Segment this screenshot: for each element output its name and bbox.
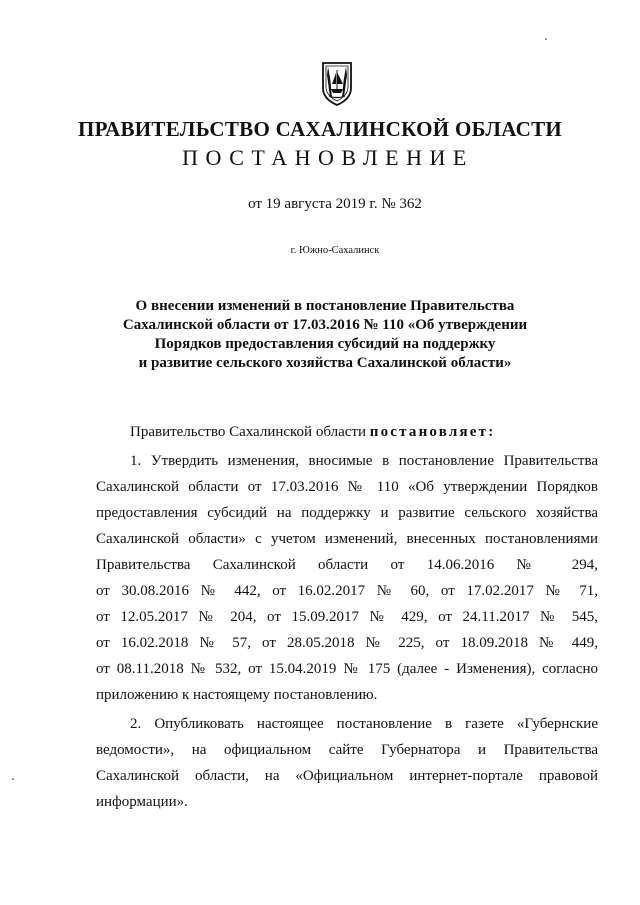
body-line: информации». [96,794,188,810]
body-line: от 12.05.2017 № 204, от 15.09.2017 № 429, от 24.11.2017 № 545, [96,609,598,625]
body-line: Сахалинской области от 17.03.2016 № 110 «Об утверждении Порядков [96,479,598,495]
body-line: Сахалинской области» с учетом изменений, внесенных постановлениями [96,531,598,547]
document-date-number: от 19 августа 2019 г. № 362 [248,196,422,212]
body-line: от 30.08.2016 № 442, от 16.02.2017 № 60, от 17.02.2017 № 71, [96,583,598,599]
subject-line: Порядков предоставления субсидий на поддержку [154,336,496,352]
scan-speck [545,38,547,40]
body-line: 1. Утвердить изменения, вносимые в постановление Правительства [130,453,598,469]
body-line: Сахалинской области, на «Официальном интернет-портале правовой [96,768,598,784]
shield-icon [320,60,354,106]
preamble-emphasis: постановляет: [369,424,496,440]
scan-speck [12,778,14,780]
subject-line: Сахалинской области от 17.03.2016 № 110 «Об утверждении [122,317,528,333]
document-subject [110,297,540,373]
document-city: г. Южно-Сахалинск [290,245,380,256]
document-type: ПОСТАНОВЛЕНИЕ [182,145,474,170]
subject-line: и развитие сельского хозяйства Сахалинской области» [138,355,512,371]
body-line: предоставления субсидий на поддержку и развитие сельского хозяйства [96,505,598,521]
subject-line: О внесении изменений в постановление Правительства [135,298,515,314]
body-line: приложению к настоящему постановлению. [96,687,378,703]
coat-of-arms-emblem [320,60,354,106]
preamble [130,424,495,441]
body-line: ведомости», на официальном сайте Губернатора и Правительства [96,742,598,758]
body-line: от 16.02.2018 № 57, от 28.05.2018 № 225, от 18.09.2018 № 449, [96,635,598,651]
government-title: ПРАВИТЕЛЬСТВО САХАЛИНСКОЙ ОБЛАСТИ [77,117,563,141]
body-line: от 08.11.2018 № 532, от 15.04.2019 № 175 (далее - Изменения), согласно [96,661,598,677]
body-line: Правительства Сахалинской области от 14.06.2016 № 294, [96,557,598,573]
preamble-text: Правительство Сахалинской области [130,424,370,440]
body-line: 2. Опубликовать настоящее постановление в газете «Губернские [130,716,598,732]
